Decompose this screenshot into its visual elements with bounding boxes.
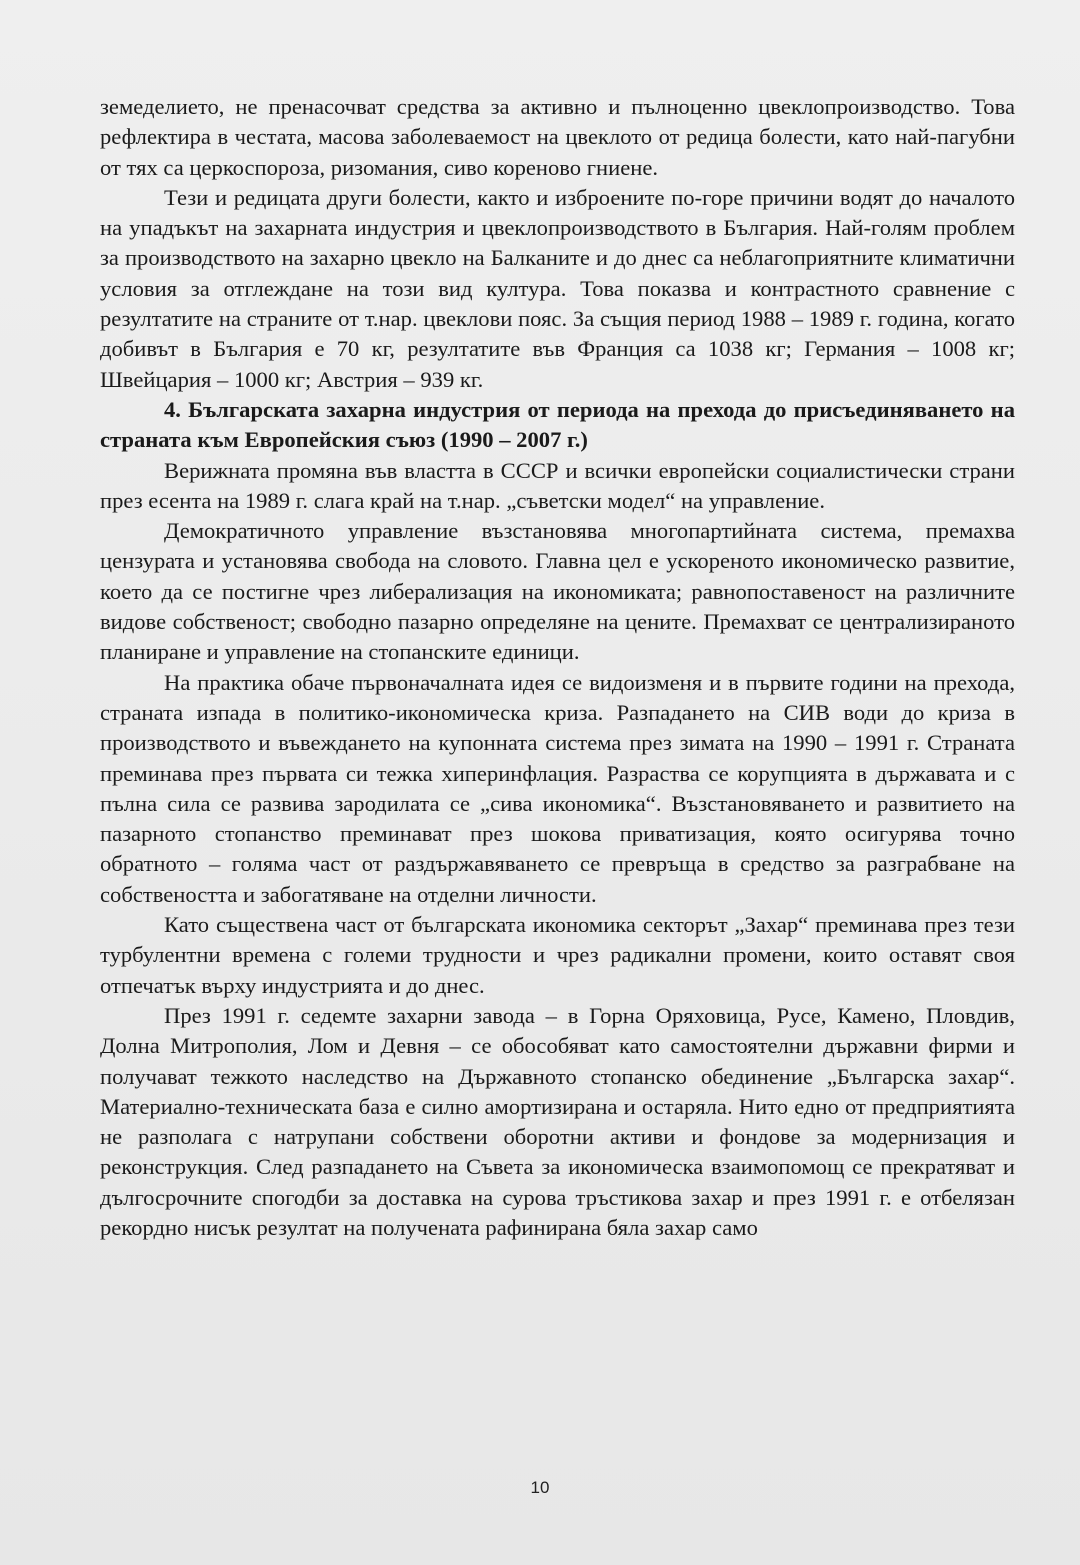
body-text: [100, 92, 1015, 1243]
paragraph-diseases: Тези и редицата други болести, както и изброените по-горе причини водят до началото на упадъкът на захарната индустрия и цвеклопроизводството в България. Най-голям проблем за производството на захарно цвекло на Балканите и до днес са неблагоприятните климатични условия за отглеждане на този вид култура. Това показва и контрастното сравнение с резултатите на страните от т.нар. цвеклови пояс. За същия период 1988 – 1989 г. година, когато добивът в България е 70 кг, резултатите във Франция са 1038 кг; Германия – 1008 кг; Швейцария – 1000 кг; Австрия – 939 кг.: [100, 184, 1015, 392]
paragraph-continuation: земеделието, не пренасочват средства за активно и пълноценно цвеклопроизводство. Това рефлектира в честата, масова заболеваемост на цвеклото от редица болести, като най-пагубни от тях са церкоспороза, ризомания, сиво кореново гниене.: [100, 94, 1015, 180]
paragraph-democratic-governance: Демократичното управление възстановява многопартийната система, премахва цензурата и установява свобода на словото. Главна цел е ускореното икономическо развитие, което да се постигне чрез либерализация на икономиката; равнопоставеност на различните видове собственост; свободно пазарно определяне на цените. Премахват се централизираното планиране и управление на стопанските единици.: [100, 518, 1015, 665]
page-number: 10: [530, 1478, 550, 1497]
section-heading-4: 4. Българската захарна индустрия от периода на прехода до присъединяването на страната към Европейския съюз (1990 – 2007 г.): [100, 396, 1015, 453]
paragraph-power-change: Верижната промяна във властта в СССР и всички европейски социалистически страни през есента на 1989 г. слага край на т.нар. „съветски модел“ на управление.: [100, 457, 1015, 513]
paragraph-sugar-sector: Като съществена част от българската икономика секторът „Захар“ преминава през тези турбулентни времена с големи трудности и чрез радикални промени, които оставят своя отпечатък върху индустрията и до днес.: [100, 912, 1015, 998]
paragraph-seven-factories: През 1991 г. седемте захарни завода – в Горна Оряховица, Русе, Камено, Пловдив, Долна Митрополия, Лом и Девня – се обособяват като самостоятелни държавни фирми и получават тежкото наследство на Държавното стопанско обединение „Българска захар“. Материално-техническата база е силно амортизирана и остаряла. Нито едно от предприятията не разполага с натрупани собствени оборотни активи и фондове за модернизация и реконструкция. След разпадането на Съвета за икономическа взаимопомощ се прекратяват и дългосрочните спогодби за доставка на сурова тръстикова захар и през 1991 г. е отбелязан рекордно нисък резултат на получената рафинирана бяла захар само: [100, 1002, 1015, 1240]
paragraph-economic-crisis: На практика обаче първоначалната идея се видоизменя и в първите години на прехода, страната изпада в политико-икономическа криза. Разпадането на СИВ води до криза в производството и въвеждането на купонната система през зимата на 1990 – 1991 г. Страната преминава през първата си тежка хиперинфлация. Разраства се корупцията в държавата и с пълна сила се развива зародилата се „сива икономика“. Възстановяването и развитието на пазарното стопанство преминават през шокова приватизация, която осигурява точно обратното – голяма част от раздържавяването се превръща в средство за разграбване на собствеността и забогатяване на отделни личности.: [100, 669, 1015, 907]
